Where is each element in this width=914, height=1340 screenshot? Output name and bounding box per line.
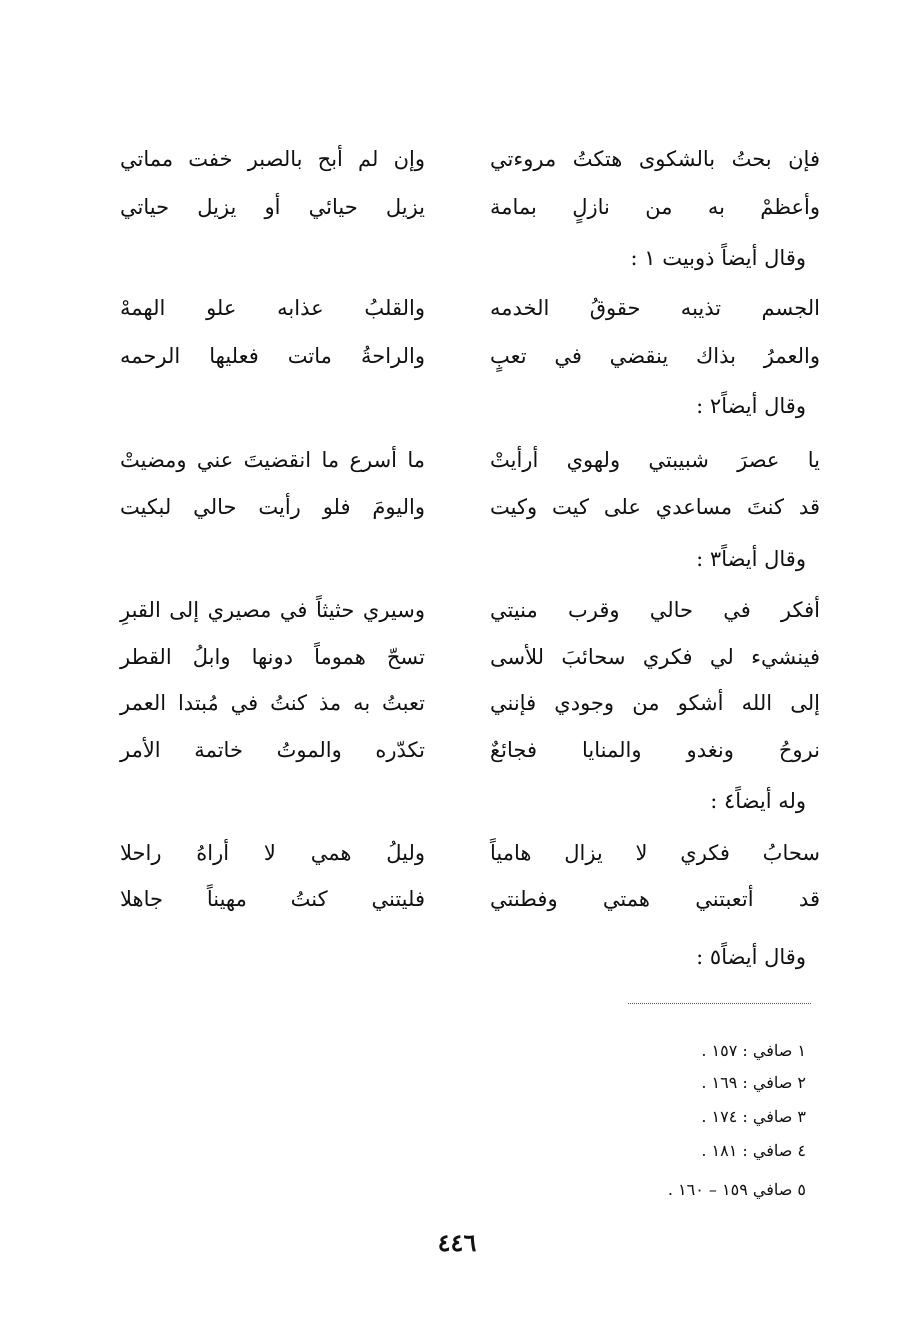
verse (120, 336, 820, 376)
verse-second-hemistich: ما أسرع ما انقضيتَ عني ومضيتْ (120, 448, 425, 472)
verse-first-hemistich: قد كنتَ مساعدي على كيت وكيت (490, 495, 820, 519)
poem-heading: وقال أيضاً ذوبيت ١ : (630, 246, 806, 270)
verse-second-hemistich: تعبتُ به مذ كنتُ في مُبتدا العمر (120, 691, 425, 715)
verse-second-hemistich: وليلُ همي لا أراهُ راحلا (120, 841, 425, 865)
poem-heading: وقال أيضاً٢ : (696, 394, 806, 418)
footnote: ٥ صافي ١٥٩ – ١٦٠ . (667, 1180, 806, 1199)
verse-second-hemistich: فليتني كنتُ مهيناً جاهلا (120, 887, 425, 911)
footnote: ٤ صافي : ١٨١ . (701, 1141, 806, 1160)
verse-second-hemistich: وسيري حثيثاً في مصيري إلى القبرِ (120, 598, 425, 622)
poem-heading: وقال أيضاً٥ : (696, 945, 806, 969)
footnote: ١ صافي : ١٥٧ . (701, 1041, 806, 1060)
verse (120, 879, 820, 919)
verse-first-hemistich: وأعظمْ به من نازلٍ بمامة (490, 195, 820, 219)
poem-heading: وقال أيضاً٣ : (696, 547, 806, 571)
verse-second-hemistich: تسحّ هموماً دونها وابلُ القطر (120, 645, 425, 669)
verse (120, 187, 820, 227)
verse-first-hemistich: قد أتعبتني همتي وفطنتي (490, 887, 820, 911)
footnote: ٢ صافي : ١٦٩ . (701, 1073, 806, 1092)
poem-heading: وله أيضاً٤ : (710, 789, 806, 813)
verse (120, 730, 820, 770)
verse (120, 590, 820, 630)
page-number: ٤٤٦ (437, 1228, 477, 1257)
footnote-divider (628, 1003, 811, 1004)
verse (120, 637, 820, 677)
verse-second-hemistich: والراحةُ ماتت فعليها الرحمه (120, 344, 425, 368)
verse-first-hemistich: فينشيء لي فكري سحائبَ للأسى (490, 645, 820, 669)
verse-second-hemistich: والقلبُ عذابه علو الهمهْ (120, 296, 425, 320)
verse-first-hemistich: أفكر في حالي وقرب منيتي (490, 598, 820, 622)
verse-first-hemistich: والعمرُ بذاك ينقضي في تعبٍ (490, 344, 820, 368)
verse (120, 288, 820, 328)
verse-second-hemistich: وإن لم أبح بالصبر خفت مماتي (120, 147, 425, 171)
verse-second-hemistich: تكدّره والموتُ خاتمة الأمر (120, 738, 425, 762)
verse (120, 139, 820, 179)
verse-second-hemistich: واليومَ فلو رأيت حالي لبكيت (120, 495, 425, 519)
verse-first-hemistich: الجسم تذيبه حقوقُ الخدمه (490, 296, 820, 320)
verse (120, 487, 820, 527)
verse-first-hemistich: فإن بحتُ بالشكوى هتكتُ مروءتي (490, 147, 820, 171)
verse-second-hemistich: يزيل حيائي أو يزيل حياتي (120, 195, 425, 219)
verse-first-hemistich: سحابُ فكري لا يزال هامياً (490, 841, 820, 865)
verse (120, 833, 820, 873)
verse-first-hemistich: نروحُ ونغدو والمنايا فجائعٌ (490, 738, 820, 762)
verse-first-hemistich: إلى الله أشكو من وجودي فإنني (490, 691, 820, 715)
verse-first-hemistich: يا عصرَ شبيبتي ولهوي أرأيتْ (490, 448, 820, 472)
footnote: ٣ صافي : ١٧٤ . (701, 1107, 806, 1126)
verse (120, 440, 820, 480)
verse (120, 683, 820, 723)
